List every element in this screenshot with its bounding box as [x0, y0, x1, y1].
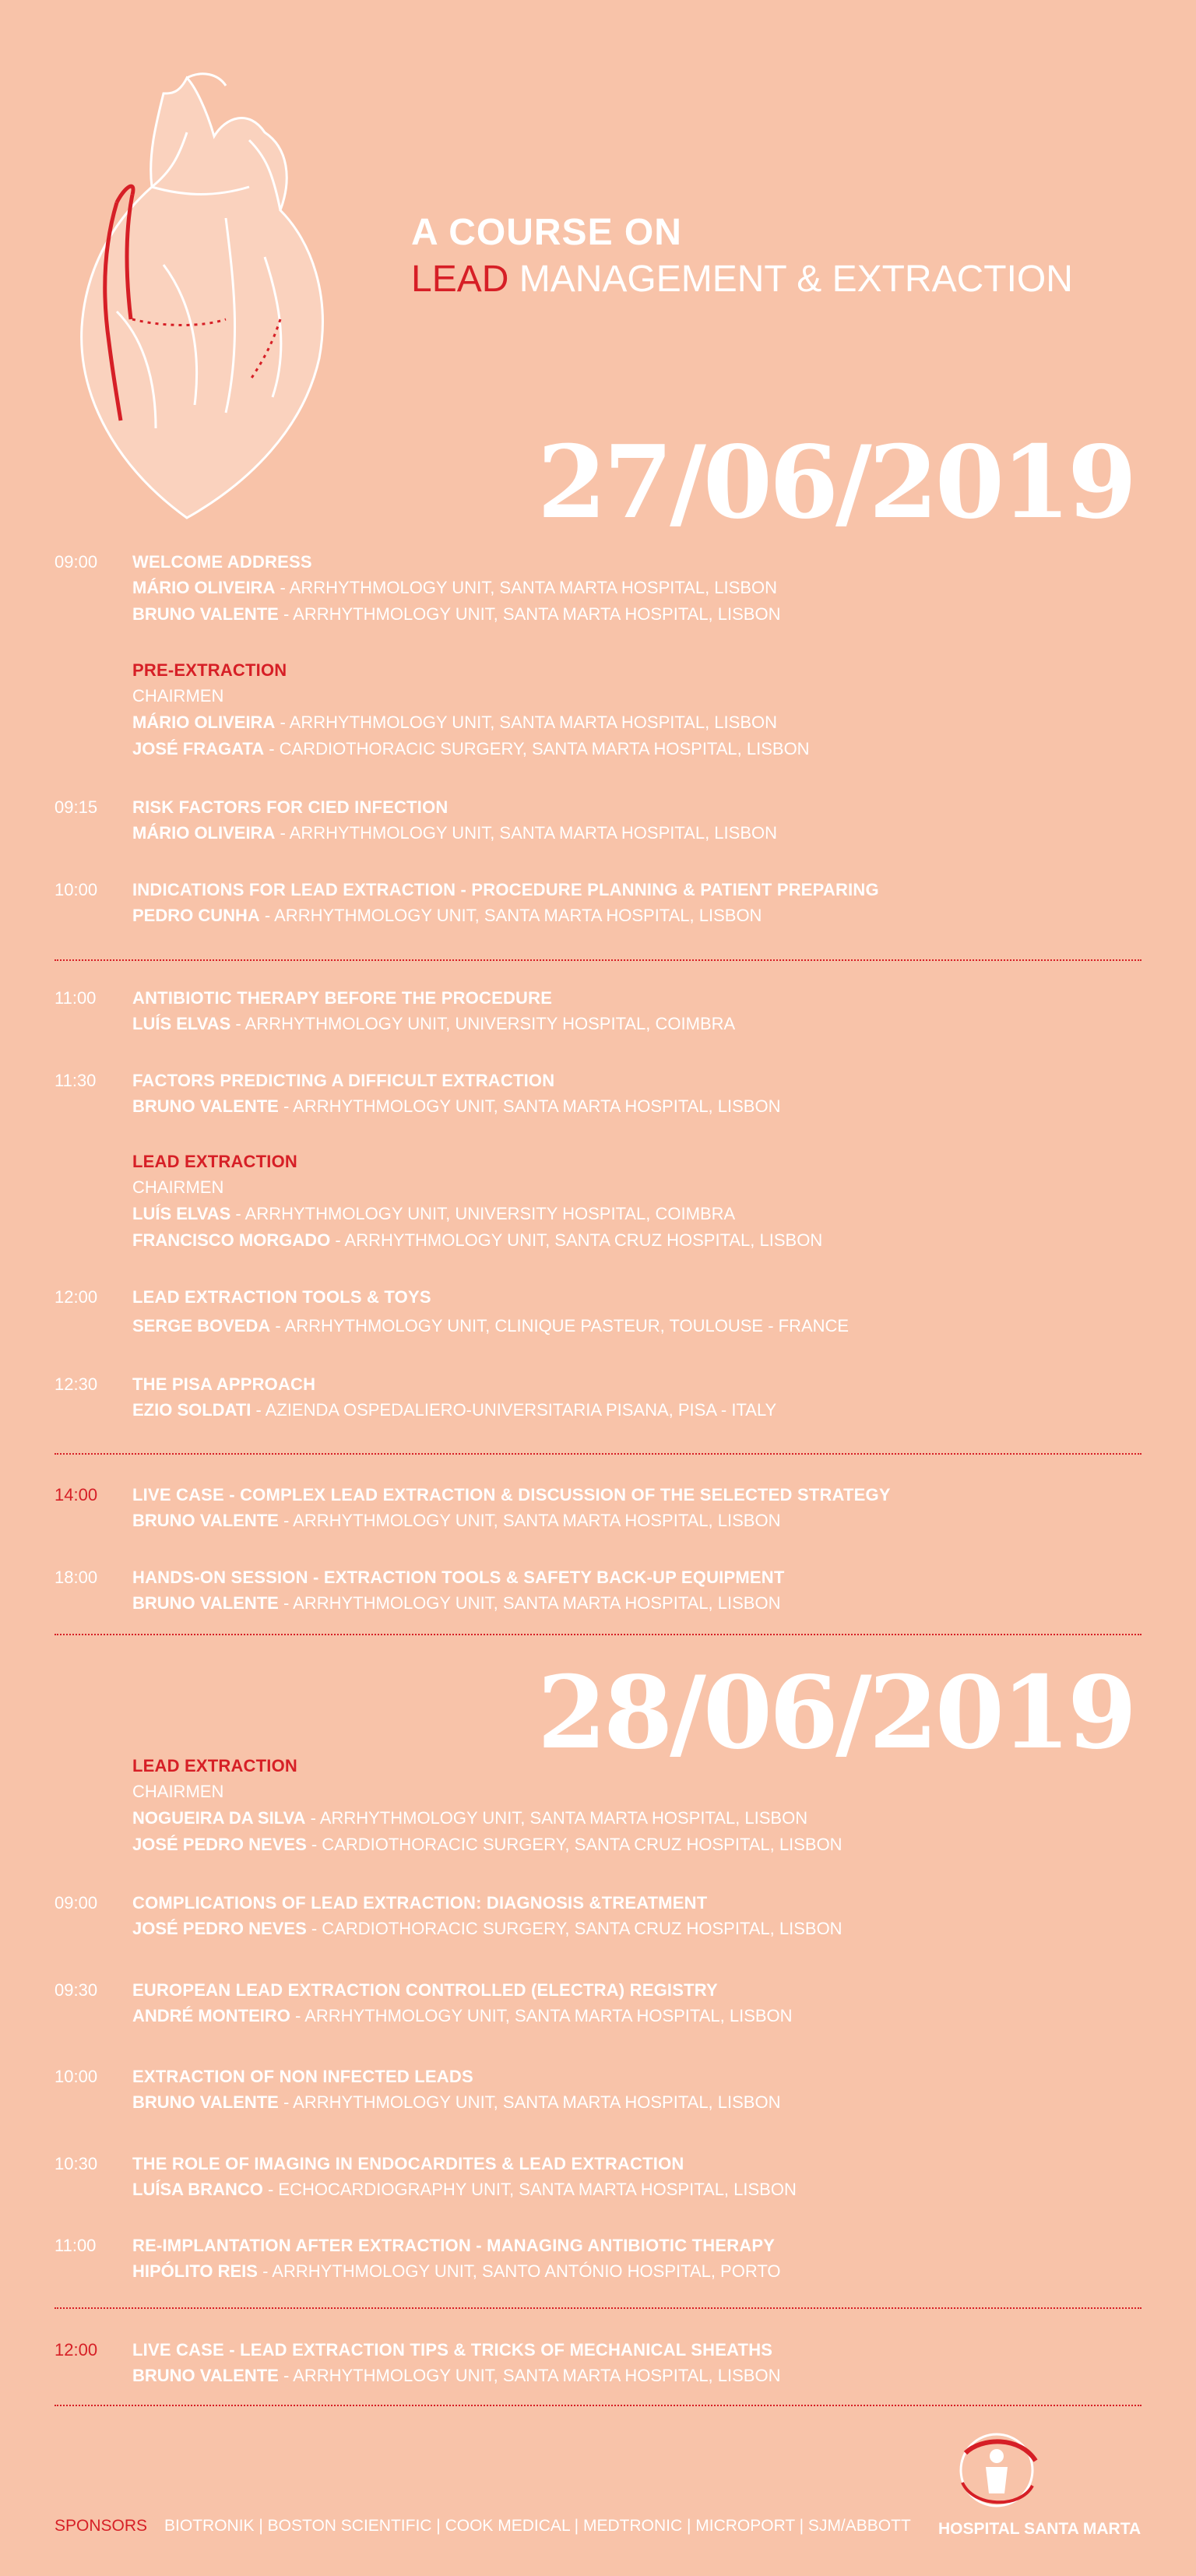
speaker-name: SERGE BOVEDA	[132, 1316, 271, 1336]
speaker-name: PEDRO CUNHA	[132, 906, 260, 925]
speaker-line	[132, 1011, 1145, 1037]
speaker-name: BRUNO VALENTE	[132, 1096, 279, 1116]
speaker-line	[132, 2003, 1145, 2029]
speaker-affiliation: - ARRHYTHMOLOGY UNIT, SANTA MARTA HOSPITAL, LISBON	[278, 2092, 781, 2112]
speaker-affiliation: - ARRHYTHMOLOGY UNIT, SANTA MARTA HOSPITAL, LISBON	[278, 1511, 781, 1530]
session-title: COMPLICATIONS OF LEAD EXTRACTION: DIAGNOSIS &TREATMENT	[132, 1893, 708, 1913]
sponsors-label: SPONSORS	[55, 2517, 148, 2535]
divider	[55, 1453, 1141, 1455]
speaker-line	[132, 575, 1145, 601]
speaker-affiliation: - ARRHYTHMOLOGY UNIT, SANTA MARTA HOSPITAL, LISBON	[259, 906, 762, 925]
speaker-line	[132, 1397, 1145, 1423]
title-line-1: A COURSE ON	[411, 212, 682, 253]
speaker-name: BRUNO VALENTE	[132, 604, 279, 624]
session-time: 10:30	[55, 2154, 98, 2173]
session-time: 11:30	[55, 1071, 97, 1090]
session-time: 12:30	[55, 1374, 98, 1394]
session-title: LEAD EXTRACTION	[132, 1152, 297, 1171]
speaker-affiliation: - CARDIOTHORACIC SURGERY, SANTA MARTA HOSPITAL, LISBON	[264, 739, 810, 758]
speaker-line	[132, 1508, 1145, 1534]
day-1-date: 27/06/2019	[537, 424, 1134, 541]
session-time: 10:00	[55, 2067, 98, 2086]
speaker-affiliation: - ARRHYTHMOLOGY UNIT, SANTA MARTA HOSPITAL, LISBON	[275, 578, 777, 597]
speaker-name: JOSÉ FRAGATA	[132, 739, 265, 758]
speaker-affiliation: - ARRHYTHMOLOGY UNIT, SANTA MARTA HOSPITAL, LISBON	[275, 713, 777, 732]
speaker-affiliation: - ARRHYTHMOLOGY UNIT, SANTA MARTA HOSPITAL, LISBON	[290, 2006, 793, 2025]
speaker-line	[132, 903, 1145, 929]
session-time: 11:00	[55, 2236, 97, 2255]
title-lead-word: LEAD	[411, 259, 509, 300]
speaker-line	[132, 2363, 1145, 2389]
speaker-name: HIPÓLITO REIS	[132, 2261, 258, 2281]
speaker-affiliation: - ECHOCARDIOGRAPHY UNIT, SANTA MARTA HOSPITAL, LISBON	[262, 2180, 797, 2199]
session-title: LEAD EXTRACTION	[132, 1756, 297, 1775]
speaker-line	[132, 2177, 1145, 2203]
speaker-line	[132, 601, 1145, 628]
session-title: WELCOME ADDRESS	[132, 552, 312, 572]
speaker-line	[132, 1832, 1145, 1858]
session-time: 11:00	[55, 988, 97, 1008]
speaker-name: MÁRIO OLIVEIRA	[132, 823, 276, 843]
hospital-logo-icon	[934, 2422, 1059, 2515]
session-title: RISK FACTORS FOR CIED INFECTION	[132, 797, 448, 817]
session-time: 10:00	[55, 880, 98, 899]
hospital-name: HOSPITAL SANTA MARTA	[938, 2520, 1141, 2538]
session-title: LEAD EXTRACTION TOOLS & TOYS	[132, 1287, 431, 1307]
speaker-line	[132, 1805, 1145, 1832]
speaker-line	[132, 1916, 1145, 1942]
session-time: 14:00	[55, 1485, 98, 1504]
chairmen-label: CHAIRMEN	[132, 1782, 224, 1801]
session-time: 12:00	[55, 1287, 98, 1307]
heart-illustration	[70, 62, 327, 522]
sponsors-row	[55, 2517, 911, 2536]
speaker-line	[132, 736, 1145, 762]
speaker-affiliation: - CARDIOTHORACIC SURGERY, SANTA CRUZ HOSPITAL, LISBON	[306, 1919, 842, 1938]
session-time: 12:00	[55, 2340, 98, 2360]
session-title: PRE-EXTRACTION	[132, 660, 287, 680]
speaker-affiliation: - ARRHYTHMOLOGY UNIT, UNIVERSITY HOSPITAL, COIMBRA	[230, 1014, 736, 1033]
speaker-affiliation: - ARRHYTHMOLOGY UNIT, SANTA MARTA HOSPITAL, LISBON	[278, 2366, 781, 2385]
session-time: 09:00	[55, 1893, 98, 1913]
speaker-name: ANDRÉ MONTEIRO	[132, 2006, 290, 2025]
speaker-name: MÁRIO OLIVEIRA	[132, 713, 276, 732]
speaker-line	[132, 1313, 1145, 1339]
session-title: INDICATIONS FOR LEAD EXTRACTION - PROCEDURE PLANNING & PATIENT PREPARING	[132, 880, 879, 899]
speaker-line	[132, 2089, 1145, 2116]
speaker-line	[132, 1590, 1145, 1617]
speaker-line	[132, 709, 1145, 736]
speaker-affiliation: - AZIENDA OSPEDALIERO-UNIVERSITARIA PISANA, PISA - ITALY	[251, 1400, 777, 1420]
divider	[55, 1634, 1141, 1635]
session-time: 09:15	[55, 797, 98, 817]
speaker-affiliation: - ARRHYTHMOLOGY UNIT, UNIVERSITY HOSPITAL, COIMBRA	[230, 1204, 736, 1223]
session-title: LIVE CASE - COMPLEX LEAD EXTRACTION & DISCUSSION OF THE SELECTED STRATEGY	[132, 1485, 891, 1504]
speaker-name: EZIO SOLDATI	[132, 1400, 252, 1420]
course-title	[411, 210, 1073, 304]
session-time: 09:30	[55, 1980, 98, 2000]
speaker-name: LUÍS ELVAS	[132, 1014, 231, 1033]
speaker-name: LUÍSA BRANCO	[132, 2180, 263, 2199]
speaker-name: BRUNO VALENTE	[132, 1511, 279, 1530]
divider	[55, 2307, 1141, 2309]
speaker-name: JOSÉ PEDRO NEVES	[132, 1919, 307, 1938]
speaker-name: FRANCISCO MORGADO	[132, 1230, 331, 1250]
speaker-affiliation: - ARRHYTHMOLOGY UNIT, SANTA MARTA HOSPITAL, LISBON	[278, 1593, 781, 1613]
chairmen-label: CHAIRMEN	[132, 686, 224, 706]
sponsors-list: BIOTRONIK | BOSTON SCIENTIFIC | COOK MEDICAL | MEDTRONIC | MICROPORT | SJM/ABBOTT	[164, 2517, 911, 2535]
speaker-line	[132, 1093, 1145, 1120]
session-title: EUROPEAN LEAD EXTRACTION CONTROLLED (ELECTRA) REGISTRY	[132, 1980, 718, 2000]
speaker-name: JOSÉ PEDRO NEVES	[132, 1835, 307, 1854]
speaker-affiliation: - ARRHYTHMOLOGY UNIT, SANTO ANTÓNIO HOSPITAL, PORTO	[257, 2261, 781, 2281]
chairmen-label: CHAIRMEN	[132, 1177, 224, 1197]
speaker-affiliation: - ARRHYTHMOLOGY UNIT, SANTA CRUZ HOSPITAL, LISBON	[330, 1230, 823, 1250]
speaker-line	[132, 820, 1145, 846]
session-time: 09:00	[55, 552, 98, 572]
session-time: 18:00	[55, 1568, 98, 1587]
day-2-date: 28/06/2019	[537, 1655, 1134, 1772]
session-title: LIVE CASE - LEAD EXTRACTION TIPS & TRICKS OF MECHANICAL SHEATHS	[132, 2340, 773, 2360]
session-title: ANTIBIOTIC THERAPY BEFORE THE PROCEDURE	[132, 988, 553, 1008]
title-rest: MANAGEMENT & EXTRACTION	[508, 259, 1073, 300]
speaker-name: BRUNO VALENTE	[132, 1593, 279, 1613]
speaker-line	[132, 1201, 1145, 1227]
speaker-affiliation: - ARRHYTHMOLOGY UNIT, SANTA MARTA HOSPITAL, LISBON	[275, 823, 777, 843]
divider	[55, 2405, 1141, 2406]
speaker-affiliation: - ARRHYTHMOLOGY UNIT, SANTA MARTA HOSPITAL, LISBON	[278, 604, 781, 624]
speaker-affiliation: - ARRHYTHMOLOGY UNIT, CLINIQUE PASTEUR, TOULOUSE - FRANCE	[270, 1316, 850, 1336]
speaker-affiliation: - ARRHYTHMOLOGY UNIT, SANTA MARTA HOSPITAL, LISBON	[278, 1096, 781, 1116]
speaker-name: MÁRIO OLIVEIRA	[132, 578, 276, 597]
session-title: EXTRACTION OF NON INFECTED LEADS	[132, 2067, 473, 2086]
session-title: THE PISA APPROACH	[132, 1374, 316, 1394]
speaker-line	[132, 2258, 1145, 2285]
divider	[55, 959, 1141, 961]
session-title: THE ROLE OF IMAGING IN ENDOCARDITES & LEAD EXTRACTION	[132, 2154, 684, 2173]
speaker-name: NOGUEIRA DA SILVA	[132, 1808, 306, 1828]
speaker-line	[132, 1227, 1145, 1254]
speaker-affiliation: - CARDIOTHORACIC SURGERY, SANTA CRUZ HOSPITAL, LISBON	[306, 1835, 842, 1854]
session-title: FACTORS PREDICTING A DIFFICULT EXTRACTION	[132, 1071, 555, 1090]
speaker-name: BRUNO VALENTE	[132, 2366, 279, 2385]
session-title: RE-IMPLANTATION AFTER EXTRACTION - MANAGING ANTIBIOTIC THERAPY	[132, 2236, 776, 2255]
speaker-affiliation: - ARRHYTHMOLOGY UNIT, SANTA MARTA HOSPITAL, LISBON	[305, 1808, 808, 1828]
title-line-2	[411, 255, 1073, 304]
session-title: HANDS-ON SESSION - EXTRACTION TOOLS & SAFETY BACK-UP EQUIPMENT	[132, 1568, 785, 1587]
speaker-name: BRUNO VALENTE	[132, 2092, 279, 2112]
speaker-name: LUÍS ELVAS	[132, 1204, 231, 1223]
